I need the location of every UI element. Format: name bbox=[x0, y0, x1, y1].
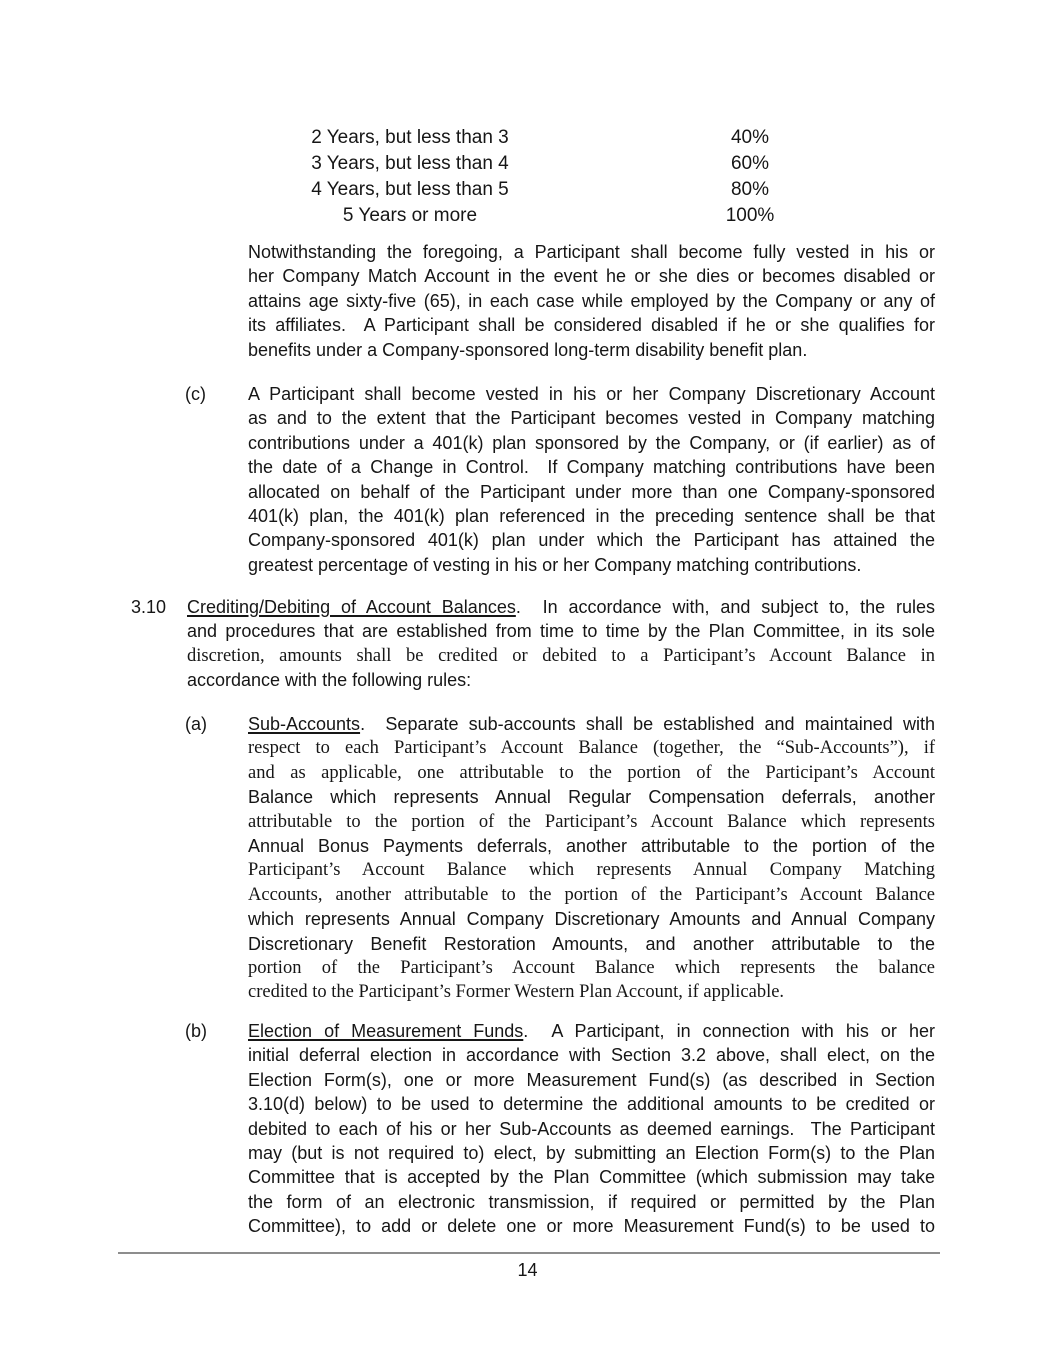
clause-a-label: (a) bbox=[185, 714, 207, 734]
underlined-heading: Crediting/Debiting of Account Balances bbox=[187, 597, 516, 617]
text-line: 3.10(d) below) to be used to determine the additional amounts to be credited or bbox=[248, 1094, 935, 1115]
text-line: Committee that is accepted by the Plan Committee (which submission may take bbox=[248, 1167, 935, 1188]
vesting-percent-cell: 100% bbox=[725, 205, 775, 226]
text-line: allocated on behalf of the Participant under more than one Company-sponsored bbox=[248, 481, 935, 502]
text-line: Election Form(s), one or more Measurement Fund(s) (as described in Section bbox=[248, 1069, 935, 1090]
text-line: greatest percentage of vesting in his or her Company matching contributions. bbox=[248, 554, 862, 575]
text-line: its affiliates. A Participant shall be considered disabled if he or she qualifies for bbox=[248, 315, 935, 336]
vesting-percent-cell: 80% bbox=[730, 179, 770, 200]
text-line: respect to each Participant’s Account Balance (together, the “Sub-Accounts”), if bbox=[248, 738, 935, 759]
text-line: Annual Bonus Payments deferrals, another attributable to the portion of the bbox=[248, 836, 935, 857]
text-line: contributions under a 401(k) plan sponsored by the Company, or (if earlier) as of bbox=[248, 432, 935, 453]
paragraph-notwithstanding bbox=[248, 240, 935, 362]
text-line: Balance which represents Annual Regular Compensation deferrals, another bbox=[248, 787, 935, 808]
text-line: her Company Match Account in the event he or she dies or becomes disabled or bbox=[248, 266, 935, 287]
page-number: 14 bbox=[517, 1260, 538, 1280]
section-3-10-body bbox=[187, 595, 935, 693]
text-line: credited to the Participant’s Former Western Plan Account, if applicable. bbox=[248, 982, 785, 1003]
text-line: the date of a Change in Control. If Company matching contributions have been bbox=[248, 457, 935, 478]
text-line: Crediting/Debiting of Account Balances. In accordance with, and subject to, the rules bbox=[187, 597, 935, 617]
text-line: portion of the Participant’s Account Balance which represents the balance bbox=[248, 958, 935, 979]
underlined-heading: Election of Measurement Funds bbox=[248, 1021, 524, 1041]
text-line: which represents Annual Company Discretionary Amounts and Annual Company bbox=[248, 909, 935, 930]
table-row bbox=[280, 177, 810, 203]
vesting-period-cell: 3 Years, but less than 4 bbox=[311, 153, 509, 174]
text-line: attributable to the portion of the Participant’s Account Balance which represents bbox=[248, 811, 935, 832]
text-line: Accounts, another attributable to the portion of the Participant’s Account Balance bbox=[248, 884, 935, 905]
text-line: benefits under a Company-sponsored long-term disability benefit plan. bbox=[248, 339, 808, 360]
vesting-schedule-table bbox=[280, 125, 810, 229]
text-line: Notwithstanding the foregoing, a Participant shall become fully vested in his or bbox=[248, 242, 935, 262]
text-line: Committee), to add or delete one or more Measurement Fund(s) to be used to bbox=[248, 1216, 935, 1237]
text-line: and procedures that are established from time to time by the Plan Committee, in its sole bbox=[187, 621, 935, 642]
section-number: 3.10 bbox=[131, 597, 167, 617]
section-3-10 bbox=[131, 595, 935, 693]
vesting-period-cell: 5 Years or more bbox=[342, 205, 478, 226]
text-line: Election of Measurement Funds. A Participant, in connection with his or her bbox=[248, 1021, 935, 1041]
clause-b bbox=[185, 1019, 935, 1239]
clause-c-body bbox=[248, 382, 935, 577]
text-line: A Participant shall become vested in his or her Company Discretionary Account bbox=[248, 384, 935, 404]
text-line: Participant’s Account Balance which represents Annual Company Matching bbox=[248, 860, 935, 881]
text-line: Company-sponsored 401(k) plan under which the Participant has attained the bbox=[248, 530, 935, 551]
vesting-percent-cell: 60% bbox=[730, 153, 770, 174]
text-line: and as applicable, one attributable to the portion of the Participant’s Account bbox=[248, 762, 935, 783]
clause-b-label: (b) bbox=[185, 1021, 207, 1041]
text-line: discretion, amounts shall be credited or debited to a Participant’s Account Balance in bbox=[187, 645, 935, 666]
text-line: Sub-Accounts. Separate sub-accounts shall be established and maintained with bbox=[248, 714, 935, 734]
table-row bbox=[280, 203, 810, 229]
text-line: may (but is not required to) elect, by submitting an Election Form(s) to the Plan bbox=[248, 1143, 935, 1164]
clause-a-body bbox=[248, 712, 935, 1005]
text-line: attains age sixty-five (65), in each case while employed by the Company or any of bbox=[248, 290, 935, 311]
clause-a bbox=[185, 712, 935, 1005]
table-row bbox=[280, 125, 810, 151]
text-line: as and to the extent that the Participant becomes vested in Company matching bbox=[248, 408, 935, 429]
clause-c-label: (c) bbox=[185, 384, 206, 404]
text-line: Discretionary Benefit Restoration Amounts, and another attributable to the bbox=[248, 933, 935, 954]
vesting-period-cell: 2 Years, but less than 3 bbox=[311, 127, 509, 148]
vesting-period-cell: 4 Years, but less than 5 bbox=[311, 179, 509, 200]
clause-b-body bbox=[248, 1019, 935, 1239]
table-row bbox=[280, 151, 810, 177]
text-line: 401(k) plan, the 401(k) plan referenced in the preceding sentence shall be that bbox=[248, 506, 935, 527]
text-line: accordance with the following rules: bbox=[187, 670, 472, 691]
text-line: debited to each of his or her Sub-Accounts as deemed earnings. The Participant bbox=[248, 1118, 935, 1139]
text-line: the form of an electronic transmission, if required or permitted by the Plan bbox=[248, 1191, 935, 1212]
underlined-heading: Sub-Accounts bbox=[248, 714, 361, 734]
text-line: initial deferral election in accordance with Section 3.2 above, shall elect, on the bbox=[248, 1045, 935, 1066]
vesting-percent-cell: 40% bbox=[730, 127, 770, 148]
clause-c bbox=[185, 382, 935, 577]
footer-rule bbox=[118, 1252, 940, 1254]
